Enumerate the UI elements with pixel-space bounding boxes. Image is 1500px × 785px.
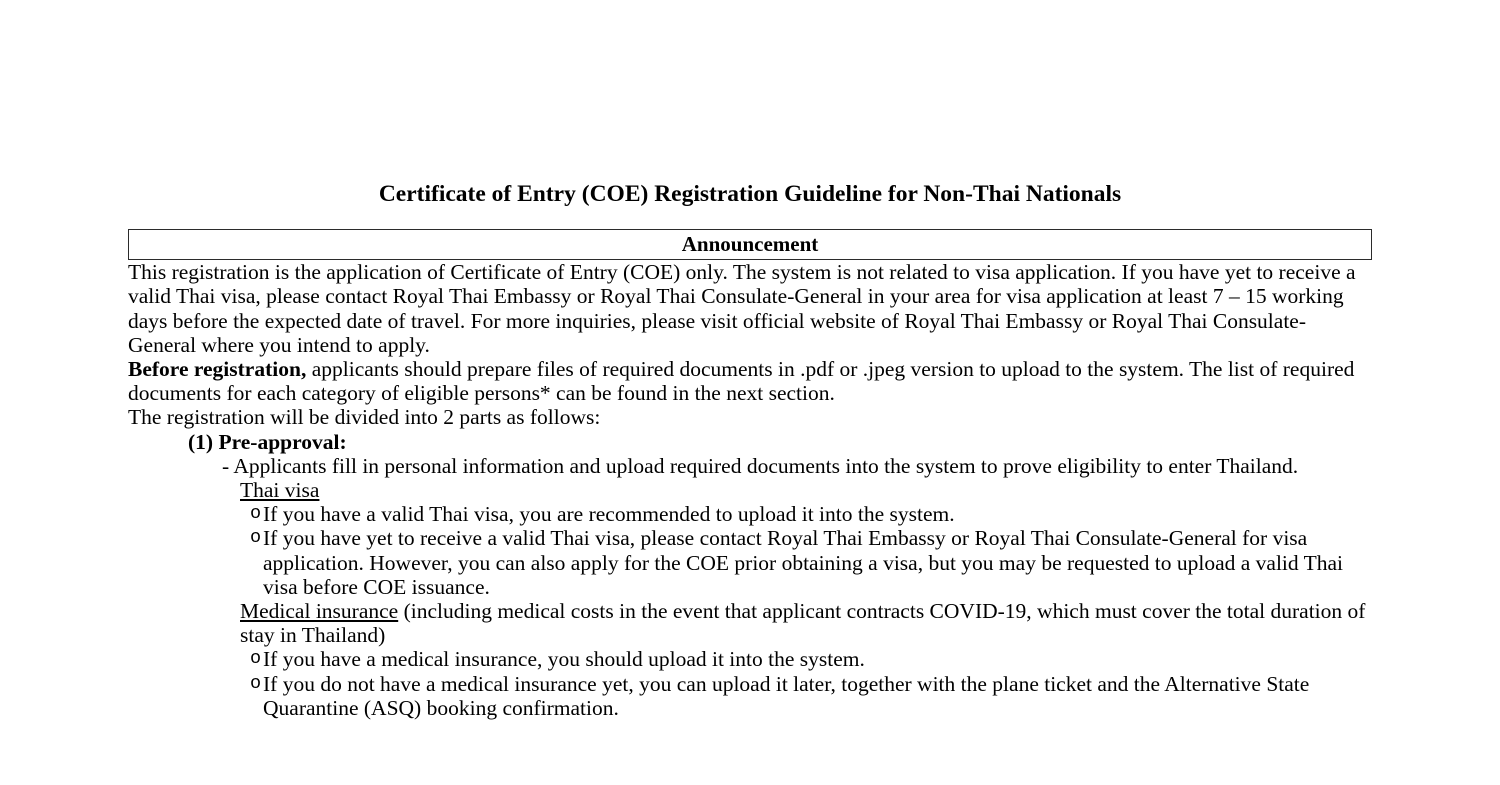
list-item [128, 526, 1372, 599]
bullet-marker-icon: o [250, 527, 262, 549]
parts-intro-paragraph: The registration will be divided into 2 parts as follows: [128, 405, 601, 430]
list-item-text: If you have a valid Thai visa, you are recommended to upload it into the system. [263, 502, 955, 527]
list-item [128, 502, 1372, 526]
before-registration-paragraph [128, 357, 1372, 405]
list-item [128, 647, 1372, 671]
group-heading-medical-insurance-rest: (including medical costs in the event that applicant contracts COVID-19, which must cover the total duration of stay in Thailand) [240, 599, 1366, 648]
page-title: Certificate of Entry (COE) Registration Guideline for Non-Thai Nationals [378, 181, 1122, 207]
group-heading-medical-insurance [128, 599, 1372, 647]
section-1-dash-item: - Applicants fill in personal information and upload required documents into the system to prove eligibility to enter Thailand. [222, 453, 1299, 478]
section-1-label: Pre-approval: [218, 429, 347, 454]
announcement-heading: Announcement [681, 232, 819, 257]
section-1-number: (1) [188, 429, 214, 454]
group-heading-thai-visa-underlined: Thai visa [240, 478, 320, 503]
before-registration-lead: Before registration, [128, 357, 307, 381]
list-item-text: If you have yet to receive a valid Thai visa, please contact Royal Thai Embassy or Royal Thai Consulate-General for visa application. However, you can also apply for the COE prior obtaining a visa, but you may be requested to upload a valid Thai visa before COE issuance. [263, 526, 1344, 599]
before-registration-rest: applicants should prepare files of required documents in .pdf or .jpeg version to upload to the system. The list of required documents for each category of eligible persons* can be found in the next section. [128, 357, 1355, 406]
list-item [128, 672, 1372, 720]
bullet-marker-icon: o [250, 503, 262, 525]
section-1-heading [128, 430, 1372, 454]
intro-paragraph: This registration is the application of Certificate of Entry (COE) only. The system is not related to visa application. If you have yet to receive a valid Thai visa, please contact Royal Thai Embassy or Royal Thai Consulate-General in your area for visa application at least 7 – 15 working days before the expected date of travel. For more inquiries, please visit official website of Royal Thai Embassy or Royal Thai Consulate-General where you intend to apply. [128, 260, 1356, 357]
list-item-text: If you do not have a medical insurance yet, you can upload it later, together with the plane ticket and the Alternative State Quarantine (ASQ) booking confirmation. [263, 671, 1310, 720]
bullet-marker-icon: o [250, 672, 262, 694]
group-heading-medical-insurance-underlined: Medical insurance [240, 599, 399, 624]
list-item-text: If you have a medical insurance, you should upload it into the system. [263, 647, 865, 672]
announcement-box [128, 229, 1372, 260]
bullet-marker-icon: o [250, 648, 262, 670]
group-heading-thai-visa [128, 478, 1372, 502]
